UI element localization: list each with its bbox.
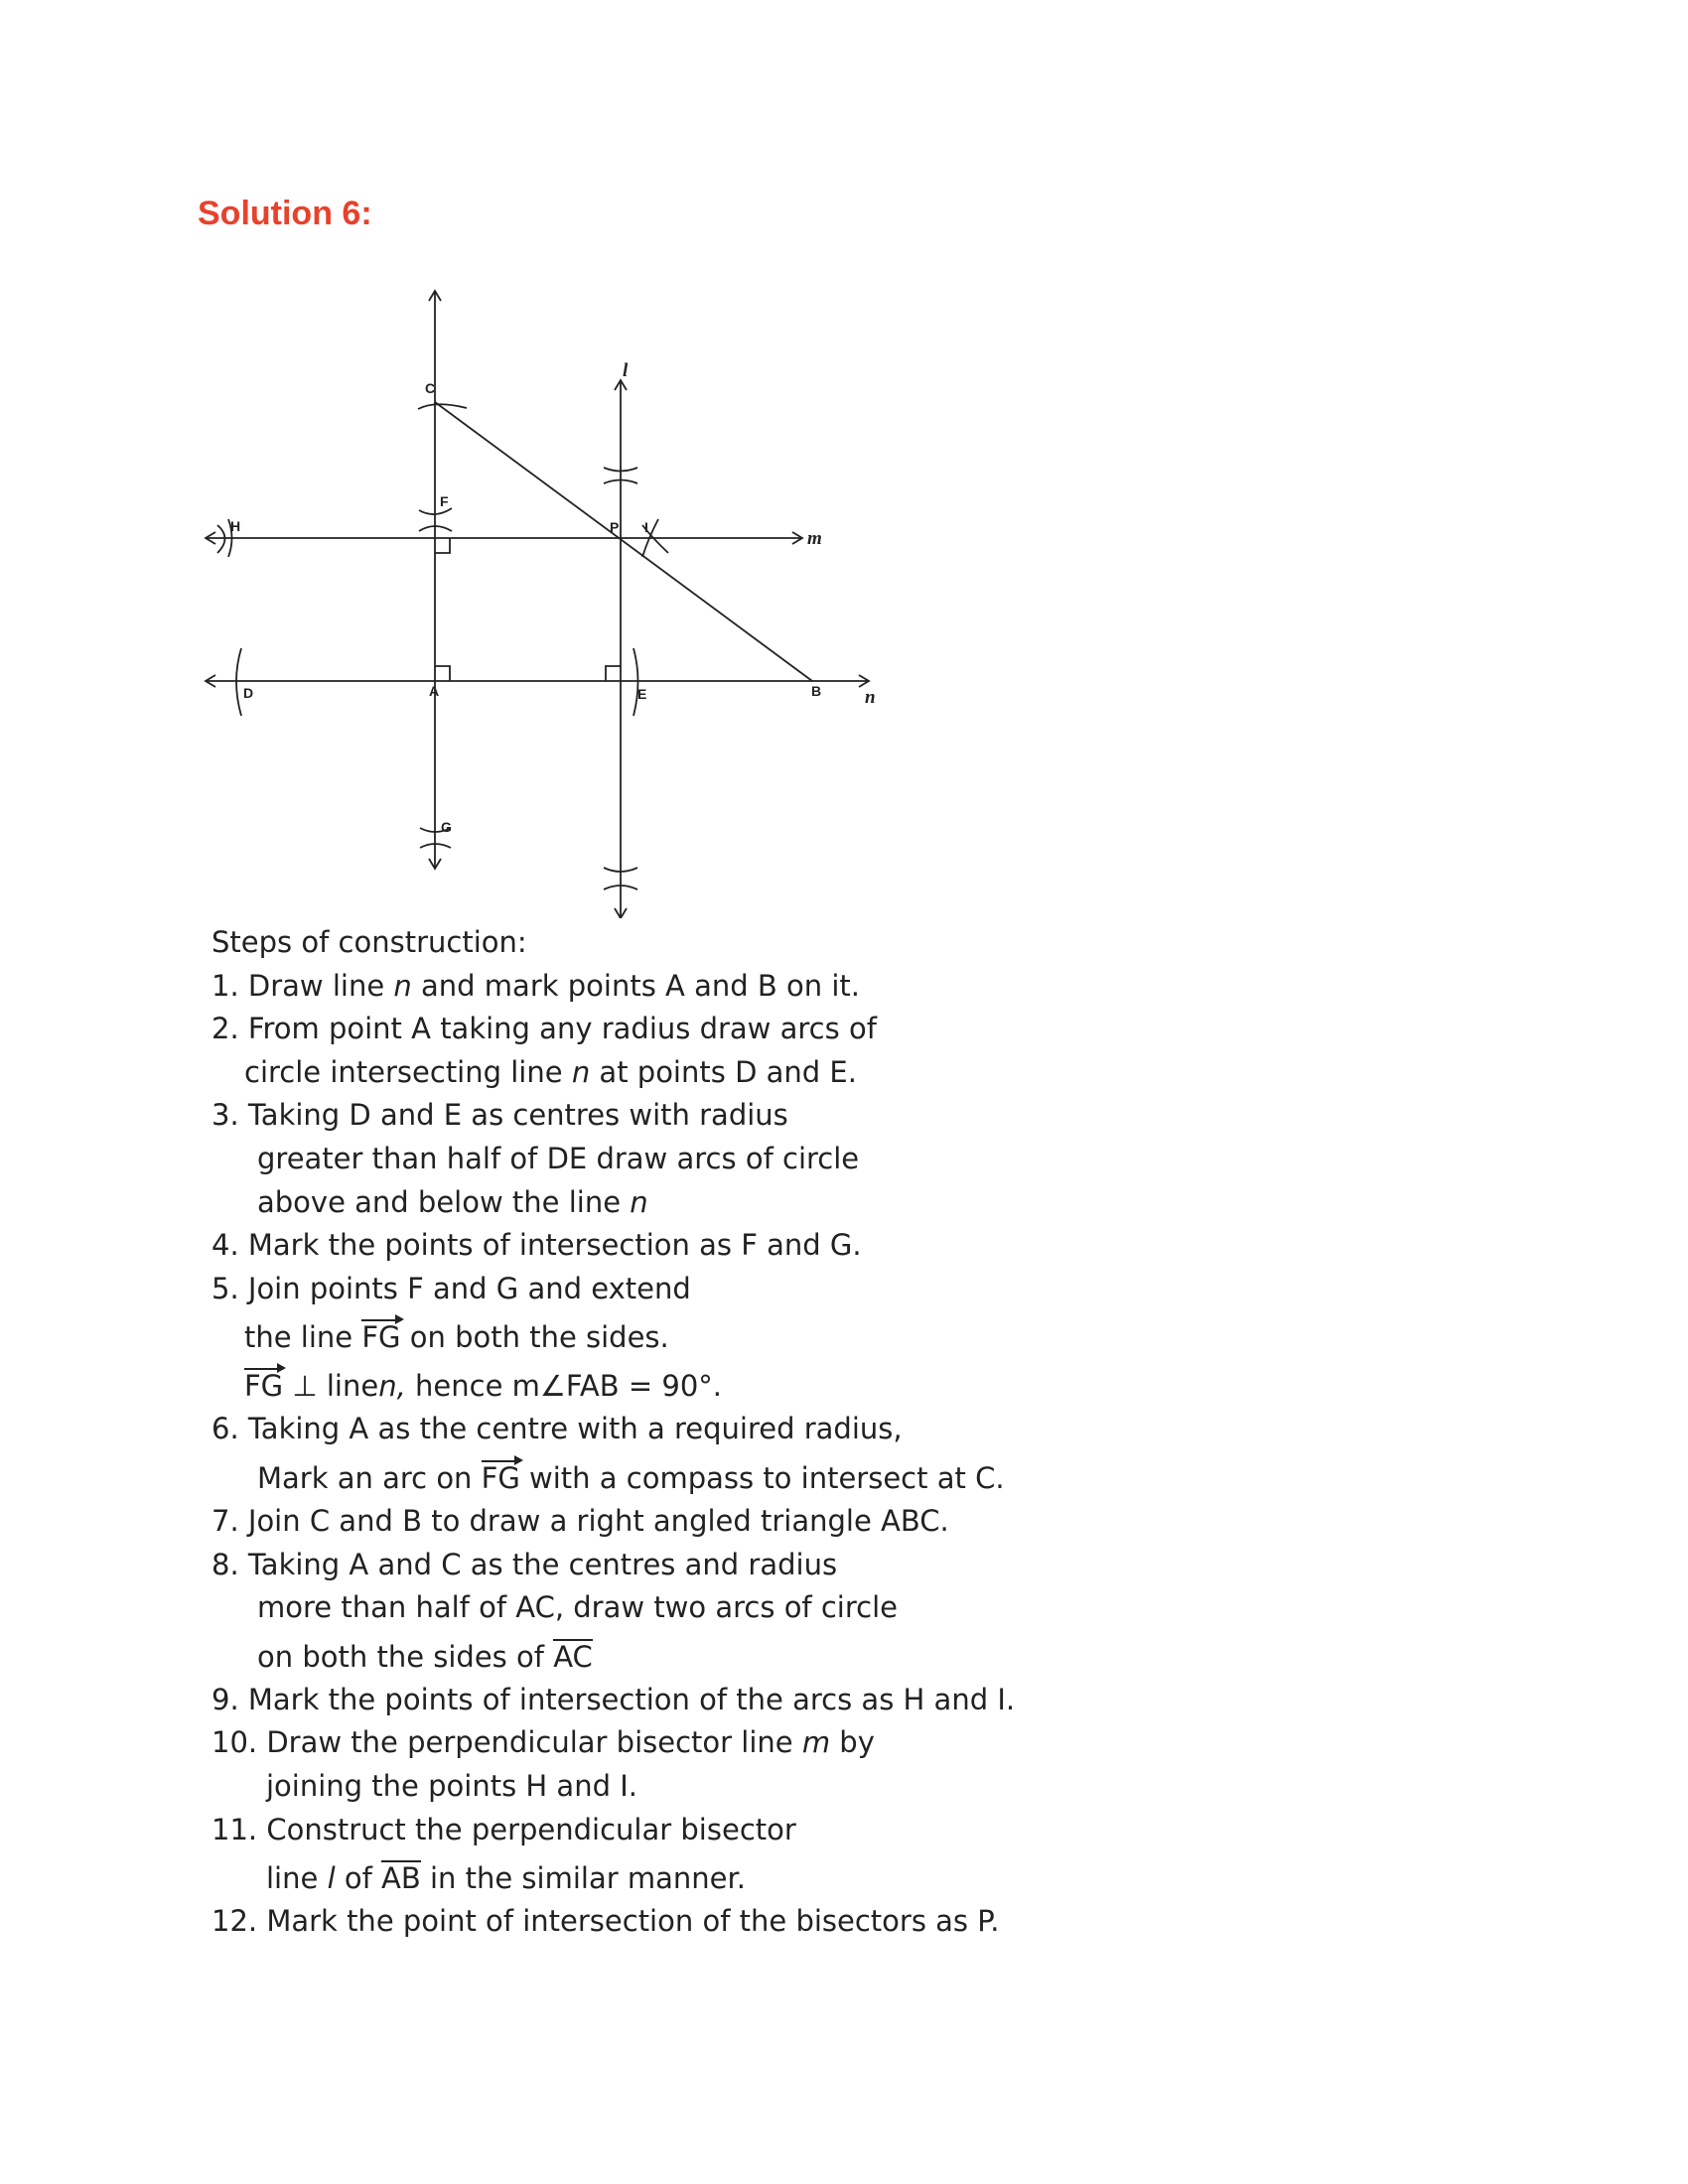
step-3-cont-2: above and below the line n <box>257 1184 648 1219</box>
step-8: 8. Taking A and C as the centres and radius <box>211 1547 838 1581</box>
arc-d <box>236 648 241 716</box>
ray-fg: FG <box>244 1369 284 1404</box>
line-label-n: n <box>865 687 876 708</box>
point-label-d: D <box>243 685 254 701</box>
point-label-p: P <box>610 519 620 535</box>
right-angle-a <box>435 666 450 681</box>
line-label-l: l <box>623 360 629 381</box>
point-label-f: F <box>440 493 449 509</box>
steps-title: Steps of construction: <box>211 925 527 959</box>
construction-steps <box>211 921 1204 1944</box>
step-1: 1. Draw line n and mark points A and B on it. <box>211 968 860 1003</box>
step-5-cont-1: the line FG on both the sides. <box>244 1320 669 1355</box>
step-5: 5. Join points F and G and extend <box>211 1271 691 1305</box>
point-label-c: C <box>425 380 436 396</box>
ray-fg: FG <box>361 1320 401 1355</box>
point-label-g: G <box>441 819 452 835</box>
step-2-cont: circle intersecting line n at points D and E. <box>244 1054 857 1089</box>
point-label-b: B <box>811 683 822 699</box>
segment-ab: AB <box>381 1861 421 1896</box>
step-2: 2. From point A taking any radius draw arcs of <box>211 1012 877 1046</box>
step-7: 7. Join C and B to draw a right angled triangle ABC. <box>211 1503 949 1538</box>
point-label-a: A <box>429 683 440 699</box>
segment-cb <box>435 402 812 681</box>
line-label-m: m <box>807 528 822 549</box>
step-12: 12. Mark the point of intersection of the bisectors as P. <box>211 1904 1000 1939</box>
step-10-cont: joining the points H and I. <box>266 1768 637 1803</box>
right-angle-f <box>435 538 450 553</box>
step-10: 10. Draw the perpendicular bisector line m by <box>211 1725 875 1760</box>
step-6: 6. Taking A as the centre with a required radius, <box>211 1412 903 1446</box>
construction-figure <box>194 283 889 918</box>
right-angle-e <box>606 666 621 681</box>
point-label-e: E <box>637 686 647 702</box>
step-9: 9. Mark the points of intersection of the arcs as H and I. <box>211 1682 1016 1716</box>
step-6-cont: Mark an arc on FG with a compass to intersect at C. <box>257 1460 1005 1495</box>
step-5-cont-2: FG ⊥ linen, hence m∠FAB = 90°. <box>244 1369 722 1404</box>
solution-heading: Solution 6: <box>198 195 372 232</box>
arc-e <box>633 648 638 716</box>
step-8-cont-2: on both the sides of AC <box>257 1639 593 1674</box>
ray-fg: FG <box>481 1460 520 1495</box>
point-label-h: H <box>230 518 241 534</box>
segment-ac: AC <box>553 1639 593 1674</box>
step-8-cont-1: more than half of AC, draw two arcs of circle <box>257 1590 898 1625</box>
step-3: 3. Taking D and E as centres with radius <box>211 1098 788 1133</box>
step-11-cont: line l of AB in the similar manner. <box>266 1861 746 1896</box>
step-11: 11. Construct the perpendicular bisector <box>211 1812 796 1846</box>
step-4: 4. Mark the points of intersection as F and G. <box>211 1228 862 1263</box>
point-label-i: I <box>644 519 648 535</box>
step-3-cont-1: greater than half of DE draw arcs of circle <box>257 1141 860 1175</box>
